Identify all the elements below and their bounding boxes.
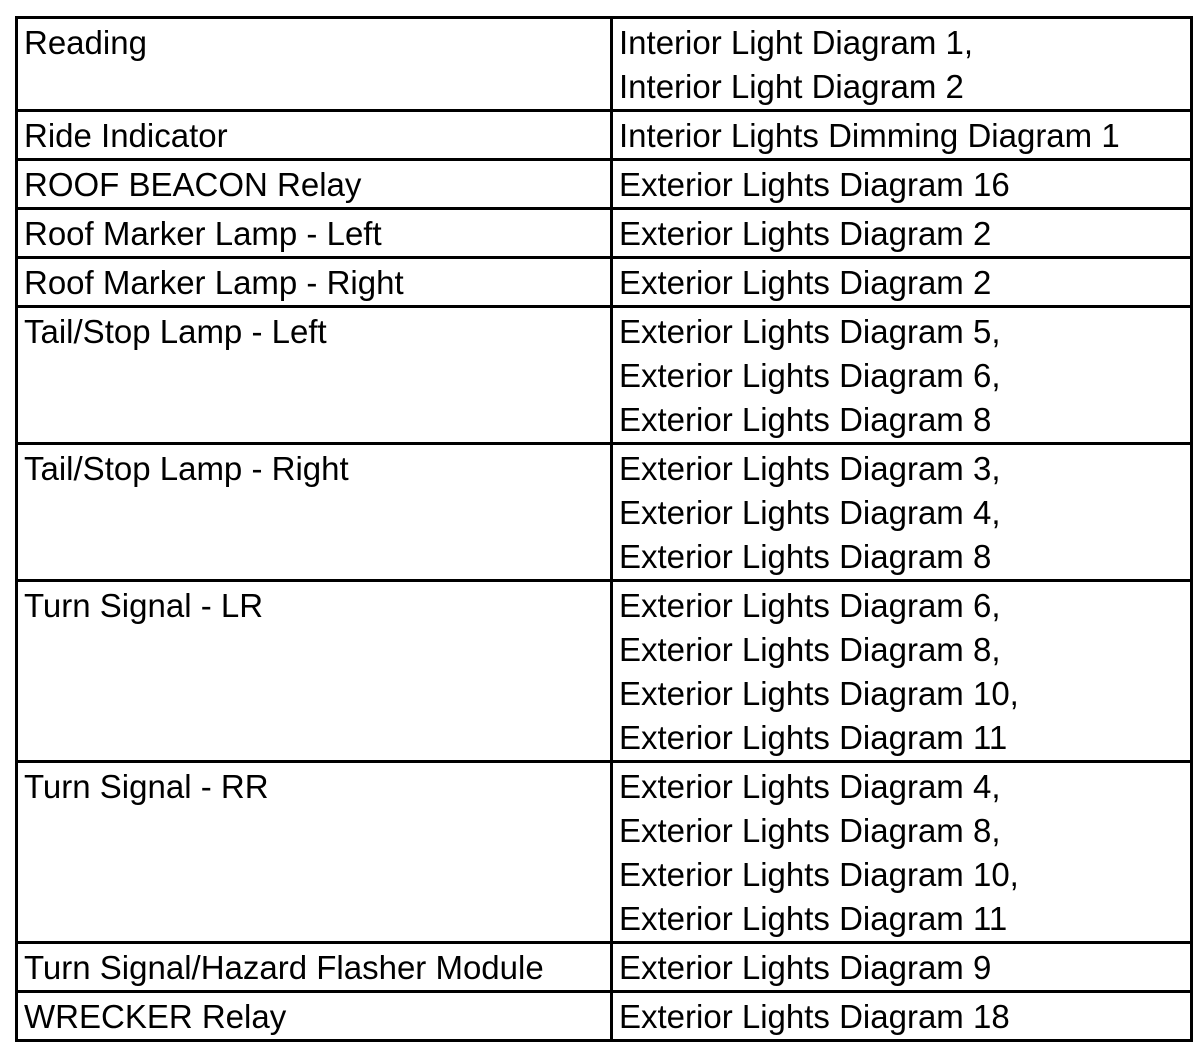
diagram-reference-cell <box>612 992 1192 1041</box>
table-row <box>17 258 1192 307</box>
diagram-reference: Exterior Lights Diagram 8 <box>619 538 992 575</box>
table-row <box>17 581 1192 762</box>
component-name-cell: Tail/Stop Lamp - Right <box>17 444 612 581</box>
table-row <box>17 992 1192 1041</box>
diagram-reference: Exterior Lights Diagram 6, <box>619 357 1001 394</box>
diagram-reference: Interior Light Diagram 2 <box>619 68 964 105</box>
component-name-cell: Roof Marker Lamp - Right <box>17 258 612 307</box>
diagram-reference: Exterior Lights Diagram 18 <box>619 998 1010 1035</box>
component-name-cell: WRECKER Relay <box>17 992 612 1041</box>
diagram-reference: Exterior Lights Diagram 16 <box>619 166 1010 203</box>
diagram-reference: Exterior Lights Diagram 11 <box>619 719 1008 756</box>
diagram-reference: Exterior Lights Diagram 10, <box>619 675 1019 712</box>
table-row <box>17 307 1192 444</box>
component-name-cell: Turn Signal/Hazard Flasher Module <box>17 943 612 992</box>
diagram-reference-cell <box>612 762 1192 943</box>
diagram-reference: Exterior Lights Diagram 3, <box>619 450 1001 487</box>
diagram-reference: Interior Light Diagram 1, <box>619 24 973 61</box>
diagram-reference: Exterior Lights Diagram 5, <box>619 313 1001 350</box>
diagram-reference: Exterior Lights Diagram 2 <box>619 264 992 301</box>
diagram-reference-cell <box>612 943 1192 992</box>
diagram-reference: Exterior Lights Diagram 9 <box>619 949 992 986</box>
diagram-reference: Exterior Lights Diagram 8, <box>619 631 1001 668</box>
diagram-reference: Interior Lights Dimming Diagram 1 <box>619 117 1120 154</box>
component-name-cell: Turn Signal - RR <box>17 762 612 943</box>
diagram-reference: Exterior Lights Diagram 6, <box>619 587 1001 624</box>
component-diagram-index-table <box>15 16 1193 1042</box>
table-row <box>17 762 1192 943</box>
diagram-reference: Exterior Lights Diagram 11 <box>619 900 1008 937</box>
component-name-cell: Reading <box>17 18 612 111</box>
component-name-cell: ROOF BEACON Relay <box>17 160 612 209</box>
diagram-reference-cell <box>612 209 1192 258</box>
diagram-reference-cell <box>612 111 1192 160</box>
diagram-reference: Exterior Lights Diagram 8 <box>619 401 992 438</box>
diagram-reference-cell <box>612 258 1192 307</box>
diagram-reference: Exterior Lights Diagram 2 <box>619 215 992 252</box>
diagram-reference-cell <box>612 18 1192 111</box>
table-row <box>17 160 1192 209</box>
diagram-reference-cell <box>612 307 1192 444</box>
table-row <box>17 111 1192 160</box>
diagram-reference: Exterior Lights Diagram 4, <box>619 768 1001 805</box>
diagram-reference: Exterior Lights Diagram 10, <box>619 856 1019 893</box>
table-row <box>17 18 1192 111</box>
table-row <box>17 209 1192 258</box>
diagram-reference-cell <box>612 160 1192 209</box>
diagram-reference-cell <box>612 581 1192 762</box>
diagram-reference: Exterior Lights Diagram 4, <box>619 494 1001 531</box>
table-row <box>17 943 1192 992</box>
diagram-reference-cell <box>612 444 1192 581</box>
component-name-cell: Tail/Stop Lamp - Left <box>17 307 612 444</box>
diagram-reference: Exterior Lights Diagram 8, <box>619 812 1001 849</box>
table-body <box>17 18 1192 1041</box>
component-name-cell: Ride Indicator <box>17 111 612 160</box>
component-name-cell: Roof Marker Lamp - Left <box>17 209 612 258</box>
table-row <box>17 444 1192 581</box>
component-name-cell: Turn Signal - LR <box>17 581 612 762</box>
